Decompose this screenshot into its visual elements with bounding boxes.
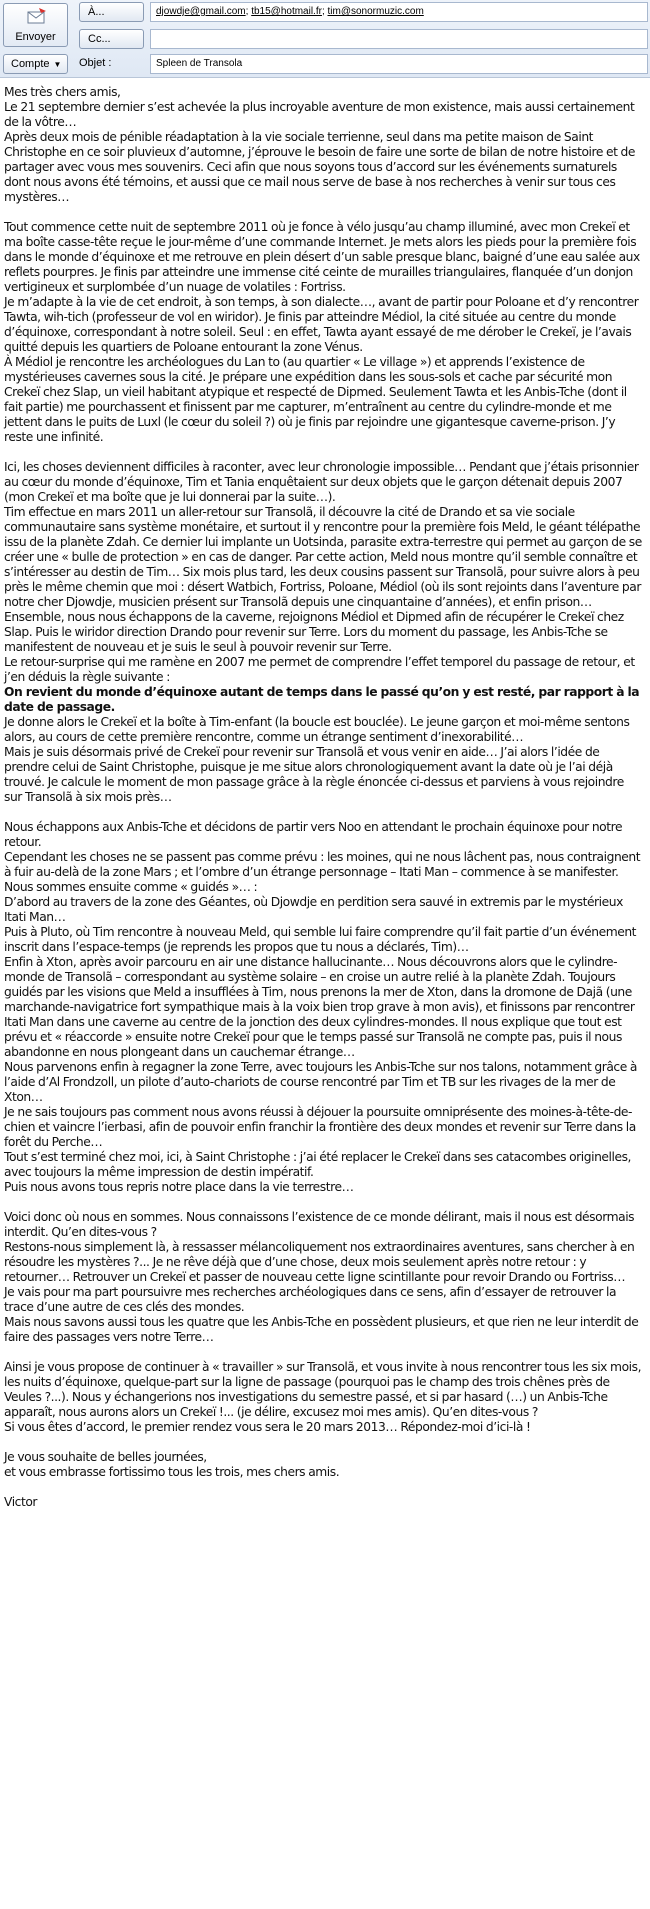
to-button[interactable]: À... [79,2,144,22]
subject-label: Objet : [79,57,112,69]
recipient-chip[interactable]: tim@sonormuzic.com [327,6,424,17]
account-label: Compte [11,58,50,70]
paragraph: Après deux mois de pénible réadaptation à la vie sociale terrienne, seul dans ma petite maison de Saint Christophe en ce soir pluvieux d’automne, j’éprouve le besoin de faire une sorte de bilan de notre histoire et de partager avec vous mes souvenirs. Ceci afin que nous soyons tous d’accord sur les événements surnaturels dont nous avons été témoins, et aussi que ce mail nous serve de base à nos recherches à venir sur tous ces mystères… [4,130,636,204]
paragraph: Voici donc où nous en sommes. Nous connaissons l’existence de ce monde délirant, mais il nous est désormais interdit. Qu’en dites-vous ? [4,1210,635,1239]
message-body[interactable] [4,85,644,1510]
paragraph: Ici, les choses deviennent difficiles à raconter, avec leur chronologie impossible… Pendant que j’étais prisonnier au cœur du monde d’équinoxe, Tim et Tania enquêtaient sur deux objets que le garçon détenait depuis 2007 (mon Crekeï et ma boîte que je lui donnerai par la suite…). [4,460,639,504]
paragraph: Tout s’est terminé chez moi, ici, à Saint Christophe : j’ai été replacer le Crekeï dans ses catacombes originelles, avec toujours la même impression de destin impératif. [4,1150,631,1179]
paragraph: Le retour-surprise qui me ramène en 2007 me permet de comprendre l’effet temporel du passage de retour, et j’en déduis la règle suivante : [4,655,635,684]
paragraph: Ainsi je vous propose de continuer à « travailler » sur Transolã, et vous invite à nous rencontrer tous les six mois, les nuits d’équinoxe, quelque-part sur la ligne de passage (pourquoi pas le champ des trois chênes près de Veules ?...). Nous y échangerions nos investigations du semestre passé, et si par hasard (…) un Anbis-Tche apparaît, nous aurons alors un Crekeï !... (je délire, excusez moi mes amis). Qu’en dites-vous ? [4,1360,642,1419]
account-button[interactable] [3,54,68,74]
paragraph: Mais nous savons aussi tous les quatre que les Anbis-Tche en possèdent plusieurs, et que rien ne leur interdit de faire des passages vers notre Terre… [4,1315,639,1344]
recipient-chip[interactable]: djowdje@gmail.com [156,6,246,17]
paragraph: D’abord au travers de la zone des Géantes, où Djowdje en perdition sera sauvé in extremis par le mystérieux Itati Man… [4,895,623,924]
paragraph: Si vous êtes d’accord, le premier rendez vous sera le 20 mars 2013… Répondez-moi d’ici-là ! [4,1420,531,1434]
cc-field[interactable] [150,29,648,49]
cc-button[interactable]: Cc... [79,29,144,49]
signature: Victor [4,1495,38,1509]
to-field[interactable]: djowdje@gmail.com; tb15@hotmail.fr; tim@sonormuzic.com [150,2,648,22]
paragraph: Enfin à Xton, après avoir parcouru en air une distance hallucinante… Nous découvrons alors que le cylindre-monde de Transolã – correspondant au système solaire – en croise un autre relié à la planète Zdah. Toujours guidés par les visions que Meld a insufflées à Tim, nous prenons la mer de Xton, dans la dromone de Dajã (une marchande-navigatrice fort sympathique mais à la voix bien trop grave à mon avis), et finissons par rencontrer Itati Man dans une caverne au centre de la jonction des deux cylindres-mondes. Il nous explique que tout est prévu et « réaccorde » ensuite notre Crekeï pour que le temps passé sur Transolã ne compte pas, puis il nous abandonne en nous plongeant dans un cauchemar étrange… [4,955,635,1059]
chevron-down-icon: ▼ [53,59,62,69]
paragraph: Puis nous avons tous repris notre place dans la vie terrestre… [4,1180,354,1194]
paragraph: Nous parvenons enfin à regagner la zone Terre, avec toujours les Anbis-Tche sur nos talons, notamment grâce à l’aide d’Al Frondzoll, un pilote d’auto-chariots de course rencontré par Tim et TB sur les rivages de la mer de Xton… [4,1060,638,1104]
rule-statement: On revient du monde d’équinoxe autant de temps dans le passé qu’on y est resté, par rapport à la date de passage. [4,685,640,714]
closing-line: Je vous souhaite de belles journées, [4,1450,207,1464]
send-label: Envoyer [15,31,56,43]
subject-field[interactable]: Spleen de Transola [150,54,648,74]
compose-header [0,0,650,78]
paragraph: Cependant les choses ne se passent pas comme prévu : les moines, qui ne nous lâchent pas, nous contraignent à fuir au-delà de la zone Mars ; et l’ombre d’un étrange personnage – Itati Man – commence à se manifester. Nous sommes ensuite comme « guidés »… : [4,850,641,894]
paragraph: Restons-nous simplement là, à ressasser mélancoliquement nos extraordinaires aventures, sans chercher à en résoudre les mystères ?... Je ne rêve déjà que d’une chose, deux mois seulement après notre retour : y retourner… Retrouver un Crekeï et passer de nouveau cette ligne scintillante pour revoir Drando ou Fortriss… [4,1240,635,1284]
paragraph: Tim effectue en mars 2011 un aller-retour sur Transolã, il découvre la cité de Drando et sa vie sociale communautaire sans système monétaire, et surtout il y rencontre pour la première fois Meld, le géant télépathe issu de la planète Zdah. Ce dernier lui implante un Uotsinda, parasite extra-terrestre qui permet au garçon de se créer une « bulle de protection » en cas de danger. Par cette action, Meld nous montre qu’il semble connaître et s’intéresser au destin de Tim… Six mois plus tard, les deux cousins passent sur Transolã, pour suivre alors à peu près le même chemin que moi : désert Watbich, Fortriss, Poloane, Médiol (où ils sont rejoints dans l’aventure par notre cher Djowdje, musicien présent sur Transolã depuis une cinquantaine d’années), et enfin prison… [4,505,642,609]
paragraph: À Médiol je rencontre les archéologues du Lan to (au quartier « Le village ») et apprends l’existence de mystérieuses cavernes sous la cité. Je prépare une expédition dans les sous-sols et cache par sécurité mon Crekeï chez Slap, un vieil habitant atypique et respecté de Dipmed. Seulement Tawta et les Anbis-Tche (dont il fait partie) me pourchassent et finissent par me capturer, m’entraînent au centre du cylindre-monde et me jettent dans le puits de Luxl (le cœur du soleil ?) où je finis par rejoindre une gigantesque caverne-prison. J’y reste une infinité. [4,355,627,444]
recipient-chip[interactable]: tb15@hotmail.fr [251,6,322,17]
paragraph: Je ne sais toujours pas comment nous avons réussi à déjouer la poursuite omniprésente des moines-à-tête-de-chien et vaincre l’ierbasi, afin de pouvoir enfin franchir la frontière des deux mondes et revenir sur Terre dans la forêt du Perche… [4,1105,636,1149]
closing-line: et vous embrasse fortissimo tous les trois, mes chers amis. [4,1465,340,1479]
paragraph: Nous échappons aux Anbis-Tche et décidons de partir vers Noo en attendant le prochain équinoxe pour notre retour. [4,820,623,849]
send-envelope-icon [27,7,47,25]
paragraph: Tout commence cette nuit de septembre 2011 où je fonce à vélo jusqu’au champ illuminé, avec mon Crekeï et ma boîte casse-tête reçue le jour-même d’une commande Internet. Je mets alors les pieds pour la première fois dans le monde d’équinoxe et me retrouve en plein désert d’un sable presque blanc, baigné d’une eau salée aux reflets pourpres. Je finis par atteindre une immense cité ceinte de murailles triangulaires, flanquée d’un donjon vertigineux et surplombée d’un nuage de volatiles : Fortriss. [4,220,640,294]
paragraph: Puis à Pluto, où Tim rencontre à nouveau Meld, qui semble lui faire comprendre qu’il fait partie d’un événement inscrit dans l’espace-temps (je reprends les propos que tu nous a déclarés, Tim)… [4,925,637,954]
paragraph: Mais je suis désormais privé de Crekeï pour revenir sur Transolã et vous venir en aide… J’ai alors l’idée de prendre celui de Saint Christophe, puisque je me situe alors chronologiquement avant la date où je l’ai déjà trouvé. Je calcule le moment de mon passage grâce à la règle énoncée ci-dessus et parviens à vous rejoindre sur Transolã à six mois près… [4,745,624,804]
paragraph: Je donne alors le Crekeï et la boîte à Tim-enfant (la boucle est bouclée). Le jeune garçon et moi-même sentons alors, au cours de cette première rencontre, comme un étrange sentiment d’inexorabilité… [4,715,630,744]
paragraph: Je m’adapte à la vie de cet endroit, à son temps, à son dialecte…, avant de partir pour Poloane et d’y rencontrer Tawta, wih-tich (professeur de vol en wiridor). Je finis par atteindre Médiol, la cité située au centre du monde d’équinoxe, correspondant à notre soleil. Seul : en effet, Tawta ayant essayé de me dérober le Crekeï, je l’avais quitté depuis les quartiers de Poloane entourant la zone Vénus. [4,295,639,354]
paragraph: Ensemble, nous nous échappons de la caverne, rejoignons Médiol et Dipmed afin de récupérer le Crekeï chez Slap. Puis le wiridor direction Drando pour revenir sur Terre. Lors du moment du passage, les Anbis-Tche se manifestent de nouveau et je suis le seul à pouvoir revenir sur Terre. [4,610,624,654]
paragraph: Je vais pour ma part poursuivre mes recherches archéologiques dans ce sens, afin d’essayer de retrouver la trace d’une autre de ces clés des mondes. [4,1285,617,1314]
paragraph: Le 21 septembre dernier s’est achevée la plus incroyable aventure de mon existence, mais aussi certainement de la vôtre… [4,100,635,129]
greeting: Mes très chers amis, [4,85,121,99]
send-button[interactable] [3,3,68,47]
